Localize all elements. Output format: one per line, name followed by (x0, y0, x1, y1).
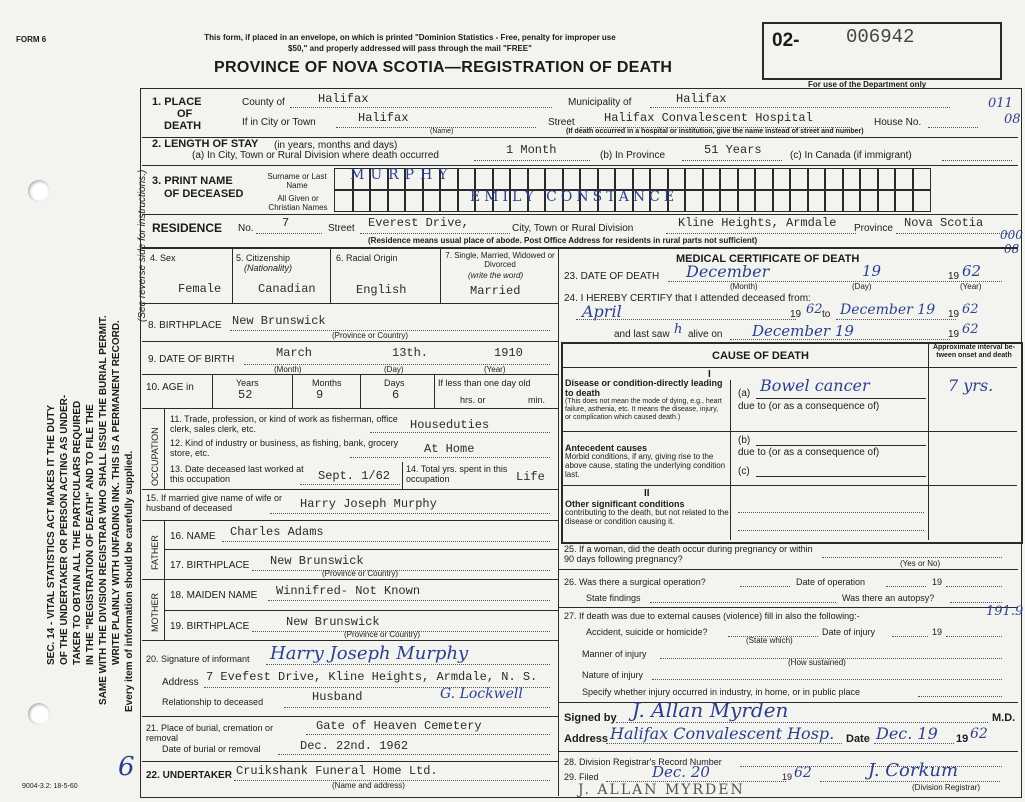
last-saw-pronoun: h (674, 322, 683, 337)
part-two-label: II (644, 488, 650, 499)
attended-to-year: 62 (962, 302, 979, 317)
occupation-side-label: OCCUPATION (150, 427, 160, 486)
given-value: EMILY CONSTANCE (470, 189, 679, 205)
sign-date-label: Date (846, 733, 870, 745)
side-instruction-7: Every item of information should be carefully supplied. (124, 450, 135, 712)
alive-on-year: 62 (962, 322, 979, 337)
name-label-2: OF DECEASED (164, 188, 244, 200)
printed-physician-name: J. ALLAN MYRDEN (578, 782, 745, 798)
last-saw-label: and last saw (614, 329, 670, 340)
age-label: 10. AGE in (146, 382, 194, 393)
dob-year-caption: (Year) (484, 365, 506, 374)
burial-date: Dec. 22nd. 1962 (300, 739, 409, 753)
stay-a-label: (a) In City, Town or Rural Division where death occurred (192, 150, 439, 161)
dept-mark-4: 08 (1004, 242, 1020, 256)
findings-label: State findings (586, 593, 641, 603)
cause-b-marker: (b) (738, 435, 751, 446)
place-label-1: 1. PLACE (152, 96, 202, 108)
q14-value: Life (516, 470, 545, 484)
stay-label: 2. LENGTH OF STAY (152, 138, 259, 150)
reg-prefix: 02- (772, 30, 800, 51)
physician-address: Halifax Convalescent Hosp. (610, 724, 835, 743)
house-label: House No. (874, 117, 922, 128)
q12-value: At Home (424, 442, 475, 456)
state-which-caption: (State which) (746, 636, 793, 645)
sign-year-prefix: 19 (956, 733, 969, 745)
letter-box (912, 190, 932, 212)
manner-label: Manner of injury (582, 649, 647, 659)
mother-birth-label: 19. BIRTHPLACE (170, 621, 250, 632)
age-months: 9 (316, 388, 324, 402)
q14-label: 14. Total yrs. spent in this occupation (406, 464, 508, 484)
citizenship-value: Canadian (258, 282, 316, 296)
hospital-note: (If death occurred in a hospital or institution, give the name instead of street and number) (566, 128, 864, 135)
attended-from-year-prefix: 19 (790, 309, 802, 320)
cause-a-value: Bowel cancer (760, 376, 870, 395)
dob-day-caption: (Day) (384, 365, 404, 374)
letter-box (912, 168, 932, 190)
father-birth-label: 17. BIRTHPLACE (170, 560, 250, 571)
mother-name-label: 18. MAIDEN NAME (170, 590, 258, 601)
death-year-caption: (Year) (960, 282, 982, 291)
age-years-label: Years (236, 378, 259, 388)
yes-no-caption: (Yes or No) (900, 559, 941, 568)
q11-label: 11. Trade, profession, or kind of work as fisherman, office clerk, sales clerk, etc. (170, 414, 398, 434)
municipality-value: Halifax (676, 92, 727, 106)
residence-province: Nova Scotia (904, 216, 984, 230)
hours-label: hrs. or (460, 395, 486, 405)
stay-b-label: (b) In Province (600, 150, 666, 161)
q23-label: 23. DATE OF DEATH (564, 271, 660, 282)
surname-label: Surname or Last Name (267, 172, 327, 190)
residence-street-label: Street (328, 223, 355, 234)
q29-label: 29. Filed (564, 772, 599, 782)
birthplace-label: 8. BIRTHPLACE (148, 320, 222, 331)
residence-province-label: Province (854, 223, 893, 234)
mail-notice: This form, if placed in an envelope, on which is printed "Dominion Statistics - Free, penalty for improper use $50," and properly addressed will pass through the mail "FREE" (204, 33, 616, 53)
side-instruction-4: IN THE "REGISTRATION OF DEATH" AND TO FILE THE (85, 404, 96, 665)
q13-label: 13. Date deceased last worked at this occupation (170, 464, 304, 484)
physician-address-label: Address (564, 733, 609, 745)
death-month-caption: (Month) (730, 282, 758, 291)
signed-by-label: Signed by (564, 712, 617, 724)
q12-label: 12. Kind of industry or business, as fishing, bank, grocery store, etc. (170, 438, 399, 458)
injury-year-prefix: 19 (932, 627, 943, 637)
father-name: Charles Adams (230, 525, 324, 539)
residence-no-label: No. (238, 223, 254, 234)
operation-year-prefix: 19 (932, 577, 943, 587)
street-label: Street (548, 117, 575, 128)
residence-street: Everest Drive, (368, 216, 469, 230)
informant-sig-label: 20. Signature of informant (146, 654, 250, 664)
stay-b-value: 51 Years (704, 143, 762, 157)
county-label: County of (242, 97, 285, 108)
age-months-label: Months (312, 378, 342, 388)
sign-year: 62 (970, 726, 988, 742)
autopsy-label: Was there an autopsy? (842, 593, 935, 603)
relationship-value: Husband (312, 690, 363, 704)
interval-a-value: 7 yrs. (948, 376, 994, 395)
injury-date-label: Date of injury (822, 627, 876, 637)
alive-on-label: alive on (688, 329, 723, 340)
informant-address-label: Address (162, 677, 199, 688)
due-to-2: due to (or as a consequence of) (738, 447, 880, 458)
attended-to-year-prefix: 19 (948, 309, 960, 320)
citizenship-sub: (Nationality) (244, 263, 293, 273)
racial-value: English (356, 283, 407, 297)
relationship-label: Relationship to deceased (162, 697, 264, 707)
disease-note: (This does not mean the mode of dying, e.g., heart failure, asthenia, etc. It means the disease, injury, or complication which caused death.) (565, 398, 722, 421)
mother-name: Winnifred- Not Known (276, 584, 421, 598)
dob-label: 9. DATE OF BIRTH (148, 354, 235, 365)
q28-label: 28. Division Registrar's Record Number (564, 757, 722, 767)
dob-year: 1910 (494, 346, 523, 360)
father-birth: New Brunswick (270, 554, 364, 568)
minutes-label: min. (528, 395, 546, 405)
stay-sublabel: (in years, months and days) (274, 140, 398, 151)
undertaker-value: Cruikshank Funeral Home Ltd. (236, 764, 438, 778)
spouse-label: 15. If married give name of wife or husband of deceased (146, 493, 283, 513)
informant-initials: G. Lockwell (440, 686, 523, 702)
city-value: Halifax (358, 111, 409, 125)
registrar-signature: J. Corkum (868, 760, 959, 781)
birthplace-caption: (Province or Country) (332, 331, 409, 340)
citizenship-label: 5. Citizenship (236, 253, 291, 263)
other-conditions-label: Other significant conditions (565, 499, 685, 509)
death-year-prefix: 19 (948, 271, 960, 282)
given-label: All Given or Christian Names (268, 194, 328, 212)
marital-value: Married (470, 284, 521, 298)
antecedent-label: Antecedent causes (565, 443, 648, 453)
death-year: 62 (962, 262, 982, 280)
mother-birth-caption: (Province or Country) (344, 630, 421, 639)
filed-date: Dec. 20 (652, 763, 710, 781)
residence-no: 7 (282, 216, 290, 230)
medical-title: MEDICAL CERTIFICATE OF DEATH (676, 253, 860, 265)
interval-label: Approximate interval be-tween onset and death (932, 344, 1016, 359)
marital-sub: (write the word) (468, 271, 524, 280)
residence-label: RESIDENCE (152, 221, 223, 235)
how-sustained-caption: (How sustained) (788, 658, 846, 667)
age-years: 52 (238, 388, 253, 402)
side-mark: 6 (118, 752, 135, 782)
punch-hole (28, 180, 50, 202)
attended-from: April (582, 302, 622, 321)
residence-city-label: City, Town or Rural Division (512, 223, 634, 234)
undertaker-caption: (Name and address) (332, 781, 405, 790)
informant-signature: Harry Joseph Murphy (270, 643, 469, 664)
father-birth-caption: (Province or Country) (322, 569, 399, 578)
father-side-label: FATHER (150, 535, 160, 570)
age-days: 6 (392, 388, 400, 402)
dob-day: 13th. (392, 346, 429, 360)
city-label: If in City or Town (242, 117, 316, 128)
specify-label: Specify whether injury occurred in industry, in home, or in public place (582, 687, 860, 697)
registrar-caption: (Division Registrar) (912, 783, 981, 792)
burial-place-label: 21. Place of burial, cremation or removal (146, 723, 274, 743)
operation-date-label: Date of operation (796, 577, 866, 587)
dept-mark-1: 011 (988, 96, 1013, 111)
cause-c-marker: (c) (738, 466, 750, 477)
sex-label: 4. Sex (150, 253, 176, 263)
side-instruction-1: SEC. 14 - VITAL STATISTICS ACT MAKES IT THE DUTY (46, 404, 57, 665)
death-day: 19 (862, 262, 882, 280)
spouse-value: Harry Joseph Murphy (300, 497, 437, 511)
due-to-1: due to (or as a consequence of) (738, 401, 880, 412)
q13-value: Sept. 1/62 (318, 469, 391, 483)
dept-mark-2: 08 (1004, 112, 1021, 127)
residence-city: Kline Heights, Armdale (678, 216, 837, 230)
dob-month: March (276, 346, 313, 360)
surname-value: MURPHY (350, 167, 454, 183)
name-label-1: 3. PRINT NAME (152, 175, 233, 187)
antecedent-note: Morbid conditions, if any, giving rise to the above cause, stating the underlying condition last. (565, 452, 726, 479)
form-title: PROVINCE OF NOVA SCOTIA—REGISTRATION OF DEATH (214, 59, 673, 76)
stay-a-value: 1 Month (506, 143, 557, 157)
q25-label: 25. If a woman, did the death occur during pregnancy or within 90 days following pregnancy? (564, 544, 813, 564)
reg-number: 006942 (846, 26, 915, 48)
dept-use-label: For use of the Department only (808, 80, 927, 89)
stay-c-label: (c) In Canada (if immigrant) (790, 150, 912, 161)
place-label-3: DEATH (164, 120, 202, 132)
side-instruction-2: OF THE UNDERTAKER OR PERSON ACTING AS UNDER- (59, 394, 70, 665)
alive-on-date: December 19 (752, 322, 854, 340)
side-instruction-6: WRITE PLAINLY WITH UNFADING INK. THIS IS A PERMANENT RECORD. (111, 320, 122, 665)
disease-label: Disease or condition-directly leading to death (565, 378, 723, 398)
sign-date: Dec. 19 (876, 724, 938, 743)
punch-hole (28, 703, 50, 725)
dob-month-caption: (Month) (274, 365, 302, 374)
racial-label: 6. Racial Origin (336, 253, 398, 263)
other-conditions-note: contributing to the death, but not related to the disease or condition causing it. (565, 508, 729, 526)
age-days-label: Days (384, 378, 405, 388)
death-month: December (686, 262, 770, 281)
death-day-caption: (Day) (852, 282, 872, 291)
mother-side-label: MOTHER (150, 593, 160, 632)
to-label: to (822, 309, 831, 320)
cause-a-marker: (a) (738, 388, 751, 399)
md-label: M.D. (992, 712, 1016, 724)
nature-label: Nature of injury (582, 670, 644, 680)
less-than-day-label: If less than one day old (438, 378, 531, 388)
part-one-label: I (708, 369, 711, 380)
q26-label: 26. Was there a surgical operation? (564, 577, 706, 587)
name-caption: (Name) (430, 128, 454, 135)
burial-date-label: Date of burial or removal (162, 744, 261, 754)
side-instruction-3: TAKER TO OBTAIN ALL THE PARTICULARS REQUIRED (72, 400, 83, 665)
form-code: 9004-3.2: 18-5-60 (22, 783, 78, 790)
marital-label: 7. Single, Married, Widowed or Divorced (445, 251, 555, 269)
father-name-label: 16. NAME (170, 531, 216, 542)
residence-note: (Residence means usual place of abode. Post Office Address for residents in rural parts not sufficient) (368, 236, 758, 245)
form-number: FORM 6 (16, 35, 47, 44)
margin-mark: 191.9 (986, 604, 1024, 619)
side-instruction-8: (See reverse side for instructions.) (137, 169, 148, 322)
filed-year: 62 (794, 765, 812, 781)
alive-on-year-prefix: 19 (948, 329, 960, 340)
q27-label: 27. If death was due to external causes (violence) fill in also the following:- (564, 611, 860, 621)
cause-title: CAUSE OF DEATH (712, 350, 809, 362)
side-instruction-5: SAME WITH THE DIVISION REGISTRAR WHO SHALL ISSUE THE BURIAL PERMIT. (98, 315, 109, 705)
sex-value: Female (178, 282, 222, 296)
filed-year-prefix: 19 (782, 772, 793, 782)
attended-from-year: 62 (806, 302, 823, 317)
county-value: Halifax (318, 92, 369, 106)
accident-label: Accident, suicide or homicide? (586, 627, 708, 637)
street-value: Halifax Convalescent Hospital (604, 111, 813, 125)
mother-birth: New Brunswick (286, 615, 380, 629)
informant-address: 7 Evefest Drive, Kline Heights, Armdale, N. S. (206, 670, 538, 684)
place-label-2: OF (177, 108, 193, 120)
physician-signature: J. Allan Myrden (632, 698, 789, 722)
municipality-label: Municipality of (568, 97, 632, 108)
undertaker-label: 22. UNDERTAKER (146, 770, 232, 781)
attended-to: December 19 (840, 302, 936, 318)
dept-mark-3: 000 (1000, 228, 1023, 242)
birthplace-value: New Brunswick (232, 314, 326, 328)
burial-place: Gate of Heaven Cemetery (316, 719, 482, 733)
q11-value: Houseduties (410, 418, 490, 432)
q24-label: 24. I HEREBY CERTIFY that I attended deceased from: (564, 293, 811, 304)
